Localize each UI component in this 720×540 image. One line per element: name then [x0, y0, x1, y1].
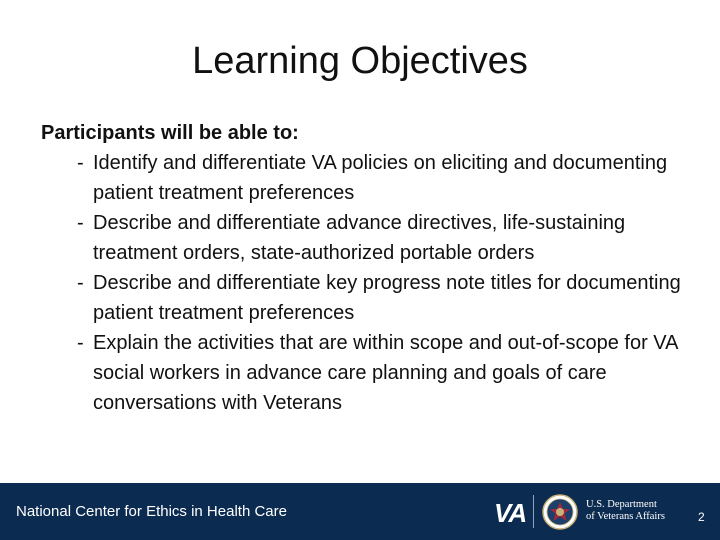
- objective-text: Explain the activities that are within scope and out-of-scope for VA social workers in advance care planning and goals of care conversations with Veterans: [93, 332, 678, 414]
- objective-text: Describe and differentiate advance directives, life-sustaining treatment orders, state-authorized portable orders: [93, 212, 626, 264]
- objectives-list: [41, 148, 691, 418]
- footer-organization: National Center for Ethics in Health Care: [16, 503, 287, 520]
- list-item: [41, 208, 691, 268]
- bullet-dash: -: [77, 332, 84, 354]
- department-name: [586, 499, 665, 523]
- list-item: [41, 148, 691, 208]
- bullet-dash: -: [77, 272, 84, 294]
- objective-text: Describe and differentiate key progress note titles for documenting patient treatment preferences: [93, 272, 681, 324]
- department-line-1: U.S. Department: [586, 499, 657, 510]
- list-item: [41, 328, 691, 418]
- logo-divider: [533, 495, 534, 528]
- va-logo: VA: [494, 498, 527, 528]
- objective-text: Identify and differentiate VA policies on eliciting and documenting patient treatment preferences: [93, 152, 668, 204]
- intro-text: Participants will be able to:: [41, 122, 299, 144]
- slide-title: Learning Objectives: [192, 40, 528, 82]
- bullet-dash: -: [77, 212, 84, 234]
- va-seal-icon: [542, 494, 578, 530]
- list-item: [41, 268, 691, 328]
- bullet-dash: -: [77, 152, 84, 174]
- slide-content: [41, 118, 691, 418]
- page-number: 2: [698, 510, 705, 524]
- footer-bar: [0, 483, 720, 540]
- department-line-2: of Veterans Affairs: [586, 511, 665, 522]
